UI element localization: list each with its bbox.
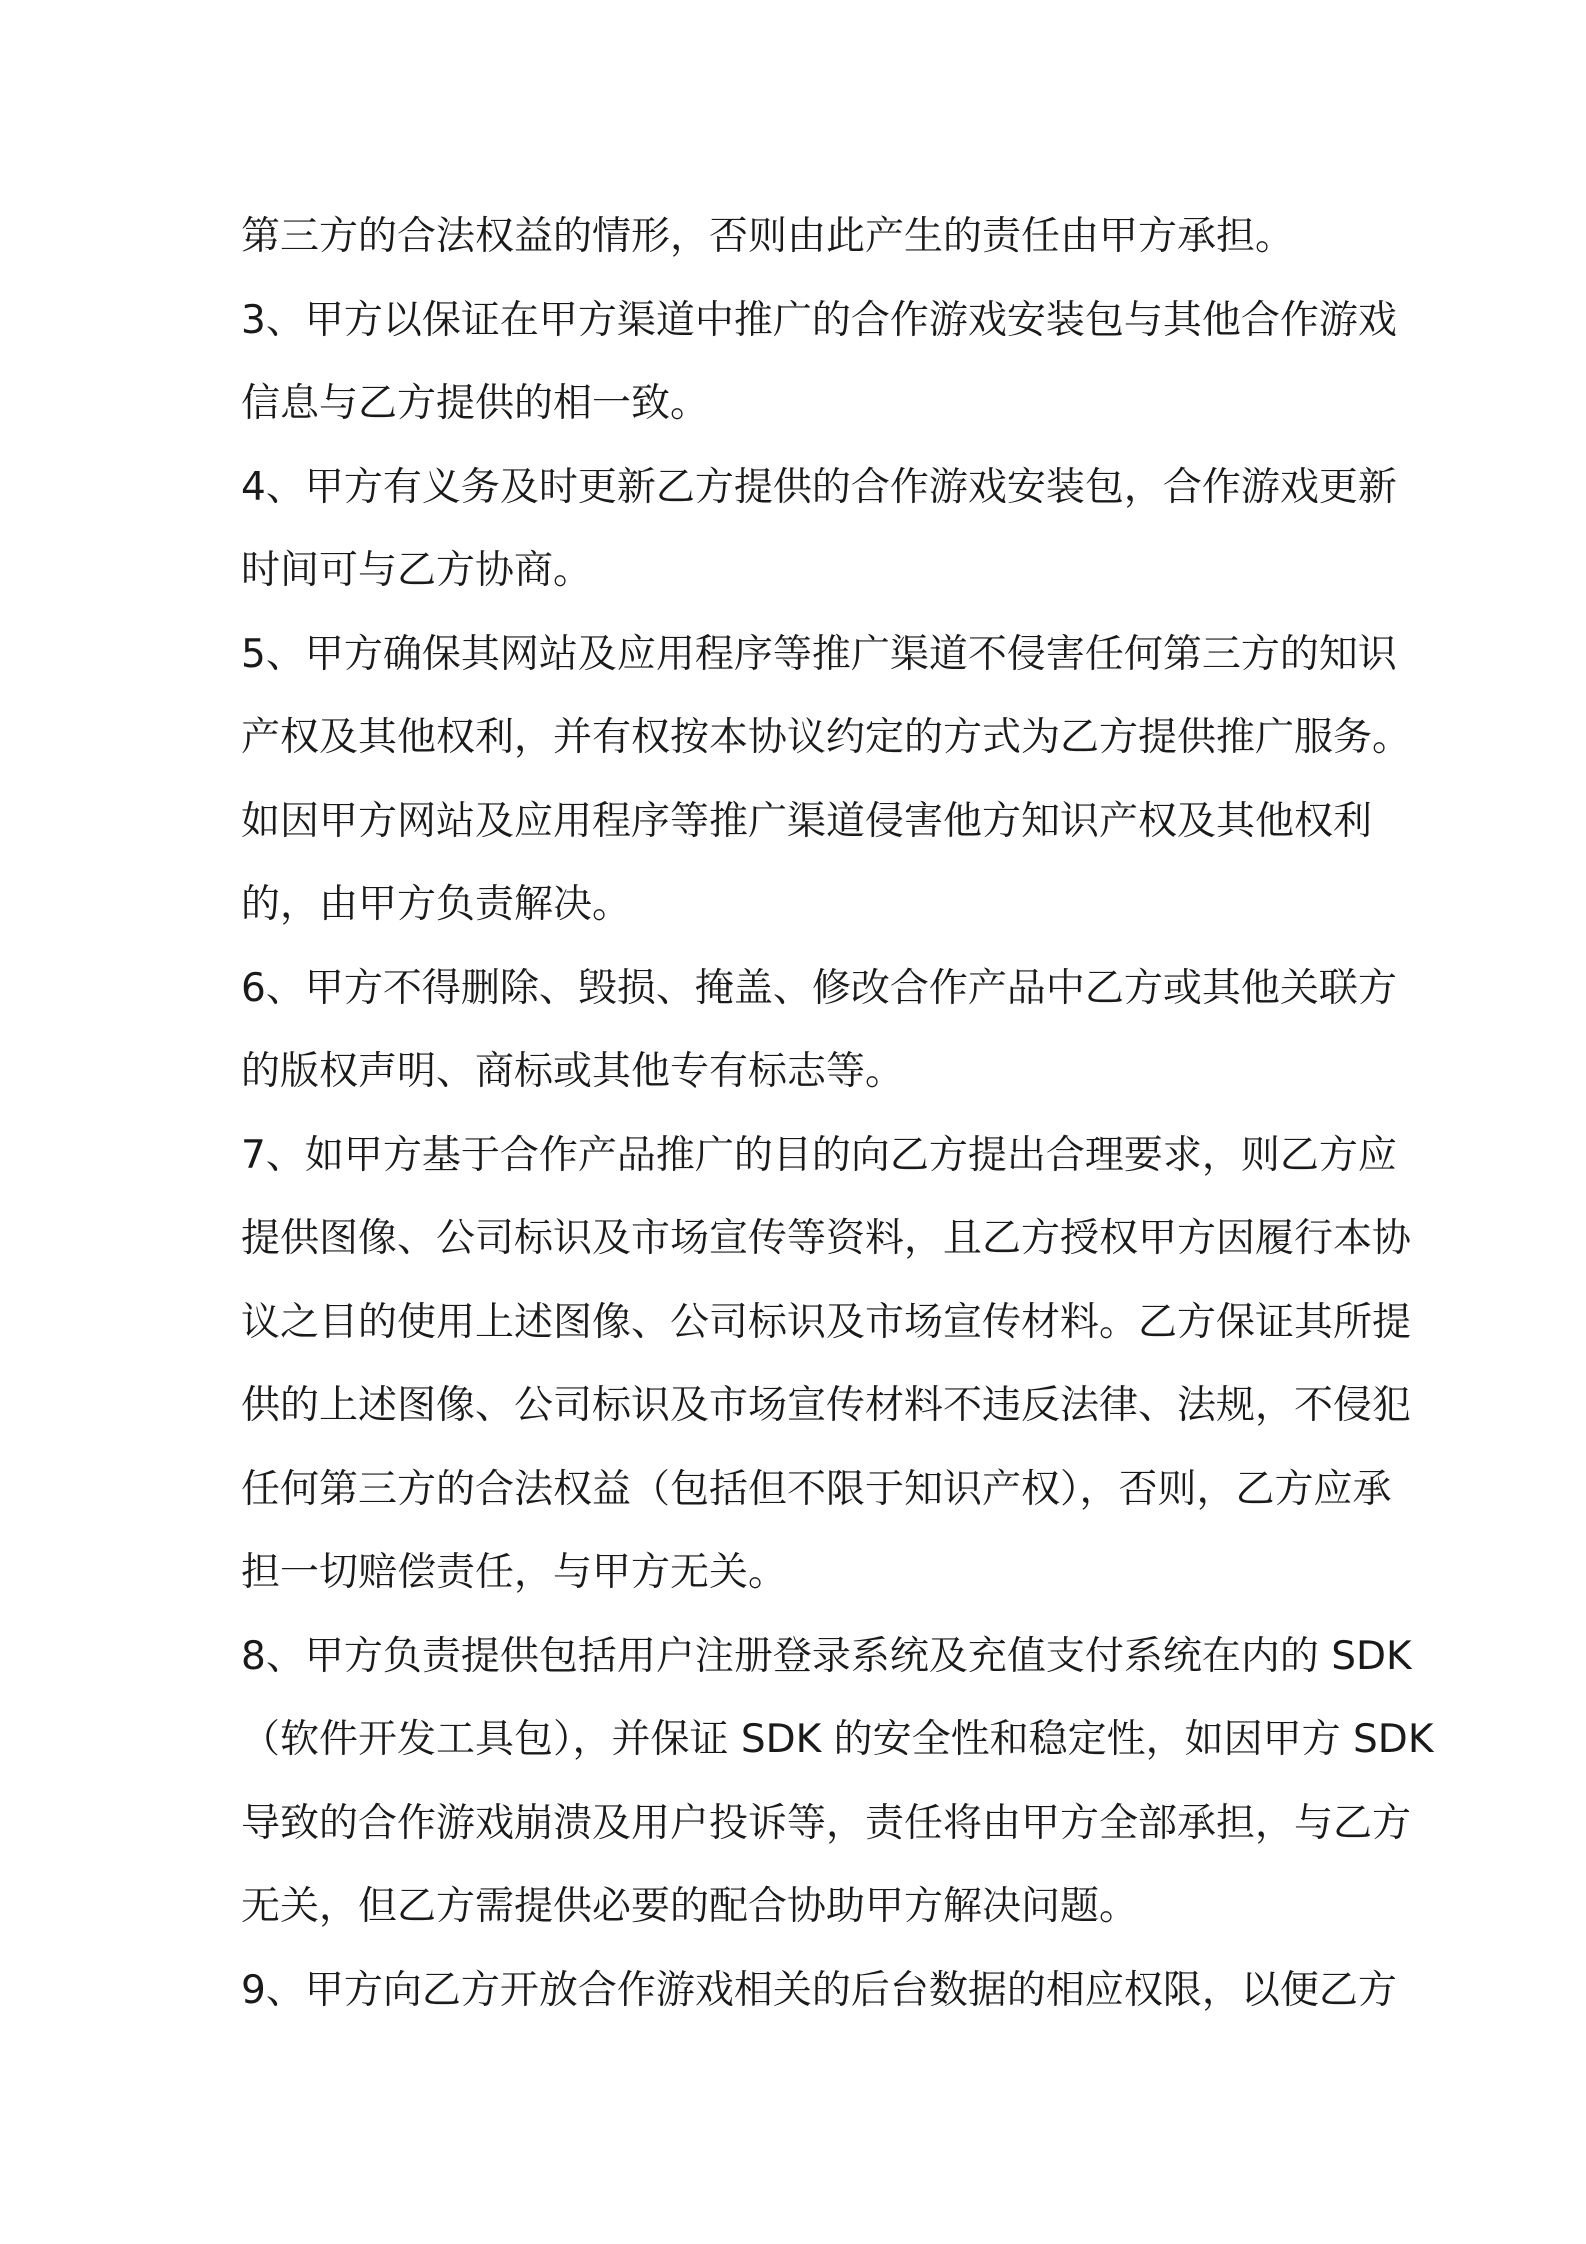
clause-7-line-4: 供的上述图像、公司标识及市场宣传材料不违反法律、法规，不侵犯 xyxy=(241,1383,1412,1428)
clause-7-line-2: 提供图像、公司标识及市场宣传等资料，且乙方授权甲方因履行本协 xyxy=(241,1216,1412,1261)
clause-7-line-6: 担一切赔偿责任，与甲方无关。 xyxy=(241,1550,788,1595)
clause-6-line-1: 6、甲方不得删除、毁损、掩盖、修改合作产品中乙方或其他关联方 xyxy=(241,965,1397,1011)
clause-4-line-1: 4、甲方有义务及时更新乙方提供的合作游戏安装包，合作游戏更新 xyxy=(241,464,1397,510)
clause-5-line-4: 的，由甲方负责解决。 xyxy=(241,882,632,927)
clause-6-line-2: 的版权声明、商标或其他专有标志等。 xyxy=(241,1049,905,1094)
clause-3-line-2: 信息与乙方提供的相一致。 xyxy=(241,381,710,426)
contract-text-body xyxy=(241,195,1434,2032)
clause-7-line-5: 任何第三方的合法权益（包括但不限于知识产权），否则，乙方应承 xyxy=(241,1466,1392,1512)
clause-3-line-1: 3、甲方以保证在甲方渠道中推广的合作游戏安装包与其他合作游戏 xyxy=(241,297,1397,343)
clause-8-line-4: 无关，但乙方需提供必要的配合协助甲方解决问题。 xyxy=(241,1884,1139,1929)
clause-8-line-2: （软件开发工具包），并保证 SDK 的安全性和稳定性，如因甲方 SDK xyxy=(241,1717,1434,1762)
clause-7-line-3: 议之目的使用上述图像、公司标识及市场宣传材料。乙方保证其所提 xyxy=(241,1299,1412,1345)
clause-9-line-1: 9、甲方向乙方开放合作游戏相关的后台数据的相应权限，以便乙方 xyxy=(241,1967,1397,2013)
clause-4-line-2: 时间可与乙方协商。 xyxy=(241,548,593,593)
clause-7-line-1: 7、如甲方基于合作产品推广的目的向乙方提出合理要求，则乙方应 xyxy=(241,1132,1397,1178)
text-line-1: 第三方的合法权益的情形，否则由此产生的责任由甲方承担。 xyxy=(241,214,1295,259)
clause-5-line-2: 产权及其他权利，并有权按本协议约定的方式为乙方提供推广服务。 xyxy=(241,715,1412,760)
clause-5-line-1: 5、甲方确保其网站及应用程序等推广渠道不侵害任何第三方的知识 xyxy=(241,631,1397,677)
clause-8-line-1: 8、甲方负责提供包括用户注册登录系统及充值支付系统在内的 SDK xyxy=(241,1633,1412,1679)
clause-5-line-3: 如因甲方网站及应用程序等推广渠道侵害他方知识产权及其他权利 xyxy=(241,798,1373,844)
clause-8-line-3: 导致的合作游戏崩溃及用户投诉等，责任将由甲方全部承担，与乙方 xyxy=(241,1800,1412,1846)
